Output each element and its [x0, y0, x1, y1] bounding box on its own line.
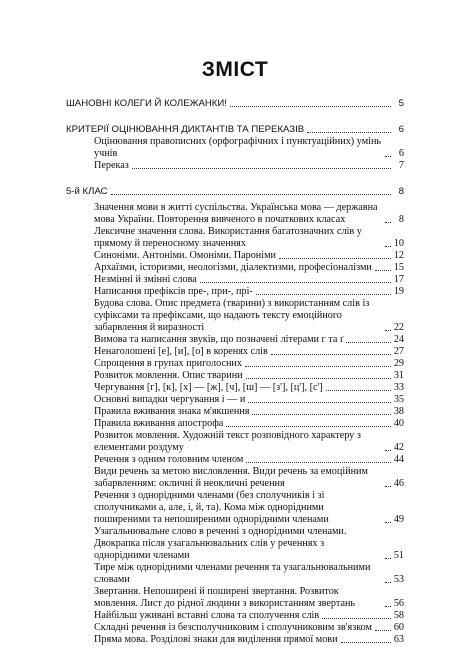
toc-entry-page: 63	[393, 634, 404, 645]
dot-leader	[256, 294, 391, 295]
dot-leader	[245, 366, 391, 367]
toc-entry-text: Незмінні й змінні слова	[94, 274, 197, 285]
dot-leader	[246, 462, 390, 463]
toc-entry[interactable]	[66, 124, 404, 136]
dot-leader	[248, 402, 390, 403]
toc-entry-text: 5-й КЛАС	[66, 186, 108, 197]
toc-entry[interactable]	[66, 202, 404, 226]
dot-leader	[385, 522, 391, 523]
toc-entry[interactable]	[66, 250, 404, 262]
toc-entry-text: Написання префіксів пре-, при-, прі-	[94, 286, 253, 297]
toc-entry-page: 27	[393, 346, 404, 357]
toc-entry-text: Види речень за метою висловлення. Види речень за емоційним забарвленням: окличні й неокличні речення	[94, 466, 368, 489]
toc-entry-text: Пряма мова. Розділові знаки для виділення прямої мови	[94, 634, 338, 645]
toc-entry[interactable]	[66, 136, 404, 160]
toc-entry-page: 31	[393, 370, 404, 381]
toc-entry-text: КРИТЕРІЇ ОЦІНЮВАННЯ ДИКТАНТІВ ТА ПЕРЕКАЗІВ	[66, 124, 305, 135]
toc-entry[interactable]	[66, 98, 404, 110]
toc-entry-text: ШАНОВНІ КОЛЕГИ Й КОЛЕЖАНКИ!	[66, 98, 227, 109]
toc-entry-text: Значення мови в житті суспільства. Українська мова — державна мова України. Повторення вивченого в початкових класах	[94, 202, 378, 225]
toc-entry[interactable]	[66, 622, 404, 634]
toc-entry-page: 53	[393, 574, 404, 585]
toc-entry[interactable]	[66, 586, 404, 610]
toc-entry-page: 44	[393, 454, 404, 465]
toc-entry-text: Складні речення із безсполучниковим і сполучниковим зв'язком	[94, 622, 372, 633]
toc-entry-page: 42	[393, 442, 404, 453]
dot-leader	[385, 156, 391, 157]
toc-entry-page: 8	[398, 186, 404, 197]
toc-entry-text: Речення з одним головним членом	[94, 454, 244, 465]
dot-leader	[279, 258, 391, 259]
toc-entry[interactable]	[66, 634, 404, 646]
toc-entry-text: Спрощення в групах приголосних	[94, 358, 242, 369]
toc-entry[interactable]	[66, 346, 404, 358]
toc-entry-text: Будова слова. Опис предмета (тварини) з використанням слів із суфіксами та префіксами, що надають тексту емоційного забарвлення й виразності	[94, 298, 370, 333]
toc-entry-text: Архаїзми, історизми, неологізми, діалектизми, професіоналізми	[94, 262, 372, 273]
toc-entry-page: 29	[393, 358, 404, 369]
toc-entry-page: 19	[393, 286, 404, 297]
dot-leader	[271, 354, 391, 355]
toc-entry-page: 6	[398, 148, 404, 159]
dot-leader	[326, 390, 391, 391]
dot-leader	[375, 270, 391, 271]
toc-entry-page: 51	[393, 550, 404, 561]
toc-entry-page: 12	[393, 250, 404, 261]
toc-entry-text: Звертання. Непоширені й поширені звертання. Розвиток мовлення. Лист до рідної людини з використанням звертань	[94, 586, 356, 609]
toc-entry-text: Вимова та написання звуків, що позначені літерами г та ґ	[94, 334, 344, 345]
toc-entry-text: Узагальнювальне слово в реченні з однорідними членами. Двокрапка після узагальнювальних слів у реченнях з однорідними членами	[94, 526, 347, 561]
toc-entry-text: Лексичне значення слова. Використання багатозначних слів у прямому й переносному значеннях	[94, 226, 362, 249]
toc-entry[interactable]	[66, 382, 404, 394]
dot-leader	[200, 282, 391, 283]
dot-leader	[230, 106, 391, 107]
toc-entry[interactable]	[66, 466, 404, 490]
dot-leader	[226, 426, 390, 427]
toc-entry[interactable]	[66, 454, 404, 466]
dot-leader	[346, 342, 390, 343]
dot-leader	[385, 486, 391, 487]
toc-entry-text: Тире між однорідними членами речення та узагальнювальними словами	[94, 562, 371, 585]
dot-leader	[385, 222, 391, 223]
dot-leader	[246, 378, 391, 379]
dot-leader	[385, 582, 391, 583]
dot-leader	[252, 414, 390, 415]
toc-entry-page: 40	[393, 418, 404, 429]
toc-entry-text: Правила вживання знака м'якшення	[94, 406, 250, 417]
dot-leader	[322, 618, 391, 619]
toc-entry[interactable]	[66, 430, 404, 454]
dot-leader	[375, 630, 391, 631]
toc-entry-text: Речення з однорідними членами (без сполучників і зі сполучниками а, але, і, й, та). Кома між однорідними поширеними та непоширеними однорідними членами	[94, 490, 329, 525]
toc-entry-page: 8	[398, 214, 404, 225]
toc-entry-text: Синоніми. Антоніми. Омоніми. Пароніми	[94, 250, 276, 261]
toc-entry-page: 46	[393, 478, 404, 489]
toc-entry-page: 58	[393, 610, 404, 621]
toc-entry-text: Розвиток мовлення. Художній текст розповідного характеру з елементами роздуму	[94, 430, 361, 453]
toc-entry[interactable]	[66, 358, 404, 370]
toc-entry-text: Основні випадки чергування і — и	[94, 394, 246, 405]
toc-entry-text: Оцінювання правописних (орфографічних і пунктуаційних) умінь учнів	[94, 136, 382, 159]
toc-entry-page: 35	[393, 394, 404, 405]
dot-leader	[385, 246, 391, 247]
toc-entry-page: 56	[393, 598, 404, 609]
toc-entry[interactable]	[66, 286, 404, 298]
toc-entry-page: 5	[398, 98, 404, 109]
toc-entry[interactable]	[66, 370, 404, 382]
dot-leader	[132, 168, 391, 169]
dot-leader	[111, 194, 391, 195]
toc-entry-page: 60	[393, 622, 404, 633]
toc-entry-text: Ненаголошені [е], [и], [о] в коренях слів	[94, 346, 268, 357]
toc-entry-page: 10	[393, 238, 404, 249]
toc-entry-text: Чергування [г], [к], [х] — [ж], [ч], [ш] — [з'], [ц'], [с']	[94, 382, 323, 393]
toc-entry-page: 7	[398, 160, 404, 171]
toc-entry[interactable]	[66, 226, 404, 250]
toc-entry-page: 38	[393, 406, 404, 417]
toc-entry[interactable]	[66, 186, 404, 198]
toc-entry[interactable]	[66, 334, 404, 346]
dot-leader	[385, 558, 391, 559]
toc-entry[interactable]	[66, 418, 404, 430]
toc-entry[interactable]	[66, 298, 404, 334]
dot-leader	[385, 606, 391, 607]
dot-leader	[385, 330, 391, 331]
dot-leader	[341, 642, 391, 643]
toc-entry-page: 6	[398, 124, 404, 135]
toc-entry-page: 15	[393, 262, 404, 273]
table-of-contents	[66, 98, 404, 646]
page-title: ЗМІСТ	[201, 58, 269, 81]
toc-entry[interactable]	[66, 562, 404, 586]
toc-entry-page: 24	[393, 334, 404, 345]
toc-entry-text: Найбільш уживані вставні слова та сполучення слів	[94, 610, 320, 621]
toc-entry-text: Розвиток мовлення. Опис тварини	[94, 370, 243, 381]
toc-entry[interactable]	[66, 160, 404, 172]
toc-entry-page: 33	[393, 382, 404, 393]
toc-entry[interactable]	[66, 274, 404, 286]
dot-leader	[307, 132, 391, 133]
toc-entry[interactable]	[66, 262, 404, 274]
dot-leader	[385, 450, 391, 451]
toc-entry-page: 22	[393, 322, 404, 333]
toc-entry[interactable]	[66, 490, 404, 526]
toc-entry[interactable]	[66, 526, 404, 562]
toc-entry[interactable]	[66, 394, 404, 406]
toc-entry[interactable]	[66, 610, 404, 622]
toc-entry-text: Переказ	[94, 160, 129, 171]
toc-entry[interactable]	[66, 406, 404, 418]
toc-entry-page: 17	[393, 274, 404, 285]
toc-entry-text: Правила вживання апострофа	[94, 418, 224, 429]
toc-entry-page: 49	[393, 514, 404, 525]
